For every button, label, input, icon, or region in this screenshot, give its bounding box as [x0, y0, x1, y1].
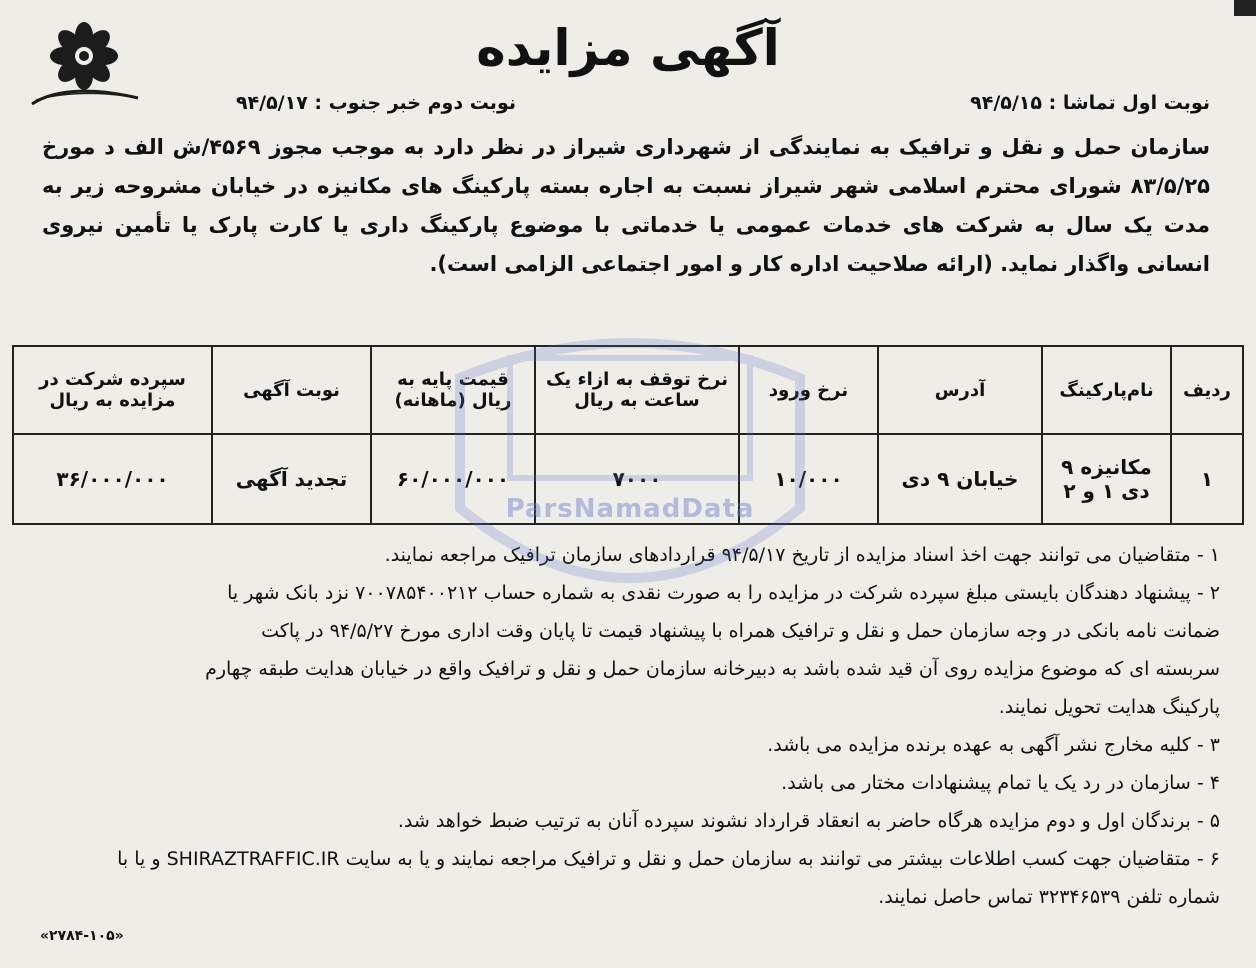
- watermark-text: ParsNamadData: [505, 494, 755, 524]
- first-round-publication: نوبت اول تماشا : ۹۴/۵/۱۵: [970, 92, 1210, 114]
- cell-address: خیابان ۹ دی: [878, 434, 1042, 524]
- col-hourly-rate: نرخ توقف به ازاء یک ساعت به ریال: [535, 346, 739, 434]
- note-line: سربسته ای که موضوع مزایده روی آن قید شده باشد به دبیرخانه سازمان حمل و نقل و ترافیک واقع در خیابان هدایت طبقه چهارم: [205, 658, 1220, 680]
- note-line: ۱ - متقاضیان می توانند جهت اخذ اسناد مزایده از تاریخ ۹۴/۵/۱۷ قراردادهای سازمان ترافیک مراجعه نمایند.: [384, 544, 1220, 566]
- col-row-number: ردیف: [1171, 346, 1243, 434]
- notice-title: آگهی مزایده: [476, 19, 780, 77]
- cell-deposit: ۳۶/۰۰۰/۰۰۰: [13, 434, 212, 524]
- cell-row-number: ۱: [1171, 434, 1243, 524]
- col-deposit: سپرده شرکت در مزایده به ریال: [13, 346, 212, 434]
- col-parking-name: نام‌پارکینگ: [1042, 346, 1171, 434]
- cell-entry-rate: ۱۰/۰۰۰: [739, 434, 878, 524]
- note-line: ۴ - سازمان در رد یک یا تمام پیشنهادات مختار می باشد.: [781, 772, 1220, 794]
- publication-code: «۲۷۸۴-۱۰۵»: [40, 928, 124, 944]
- intro-paragraph: سازمان حمل و نقل و ترافیک به نمایندگی از شهرداری شیراز در نظر دارد به موجب مجوز ۴۵۶۹/ش الف د مورخ ۸۳/۵/۲۵ شورای محترم اسلامی شهر شیراز نسبت به اجاره بسته پارکینگ های مکانیزه در خیابان مشروحه زیر به مدت یک سال به شرکت های خدمات عمومی یا خدماتی با موضوع پارکینگ داری یا کارت پارک یا تأمین نیروی انسانی واگذار نماید. (ارائه صلاحیت اداره کار و امور اجتماعی الزامی است).: [42, 135, 1210, 276]
- corner-mark: [1234, 0, 1256, 16]
- col-address: آدرس: [878, 346, 1042, 434]
- note-line: شماره تلفن ۳۲۳۴۶۵۳۹ تماس حاصل نمایند.: [878, 886, 1220, 908]
- cell-base-price: ۶۰/۰۰۰/۰۰۰: [371, 434, 535, 524]
- col-notice-round: نوبت آگهی: [212, 346, 371, 434]
- table-header-row: [13, 346, 1243, 434]
- col-base-price: قیمت پایه به ریال (ماهانه): [371, 346, 535, 434]
- note-line: ۵ - برندگان اول و دوم مزایده هرگاه حاضر به انعقاد قرارداد نشوند سپرده آنان به ترتیب ضبط خواهد شد.: [397, 810, 1220, 832]
- cell-parking-name: مکانیزه ۹ دی ۱ و ۲: [1042, 434, 1171, 524]
- note-line: ۳ - کلیه مخارج نشر آگهی به عهده برنده مزایده می باشد.: [767, 734, 1220, 756]
- note-line: ضمانت نامه بانکی در وجه سازمان حمل و نقل و ترافیک همراه با پیشنهاد قیمت تا پایان وقت اداری مورخ ۹۴/۵/۲۷ در پاکت: [261, 620, 1220, 642]
- note-line: ۶ - متقاضیان جهت کسب اطلاعات بیشتر می توانند به سازمان حمل و نقل و ترافیک مراجعه نمایند و یا به سایت SHIRAZTRAFFIC.IR و یا با: [117, 848, 1220, 870]
- cell-notice-round: تجدید آگهی: [212, 434, 371, 524]
- cell-hourly-rate: ۷۰۰۰: [535, 434, 739, 524]
- col-entry-rate: نرخ ورود: [739, 346, 878, 434]
- conditions-list: [30, 536, 1220, 916]
- second-round-publication: نوبت دوم خبر جنوب : ۹۴/۵/۱۷: [235, 92, 516, 114]
- note-line: پارکینگ هدایت تحویل نمایند.: [998, 696, 1220, 718]
- note-line: ۲ - پیشنهاد دهندگان بایستی مبلغ سپرده شرکت در مزایده را به صورت نقدی به شماره حساب ۷۰۰۷۸۵۴۰۰۲۱۲ نزد بانک شهر یا: [227, 582, 1220, 604]
